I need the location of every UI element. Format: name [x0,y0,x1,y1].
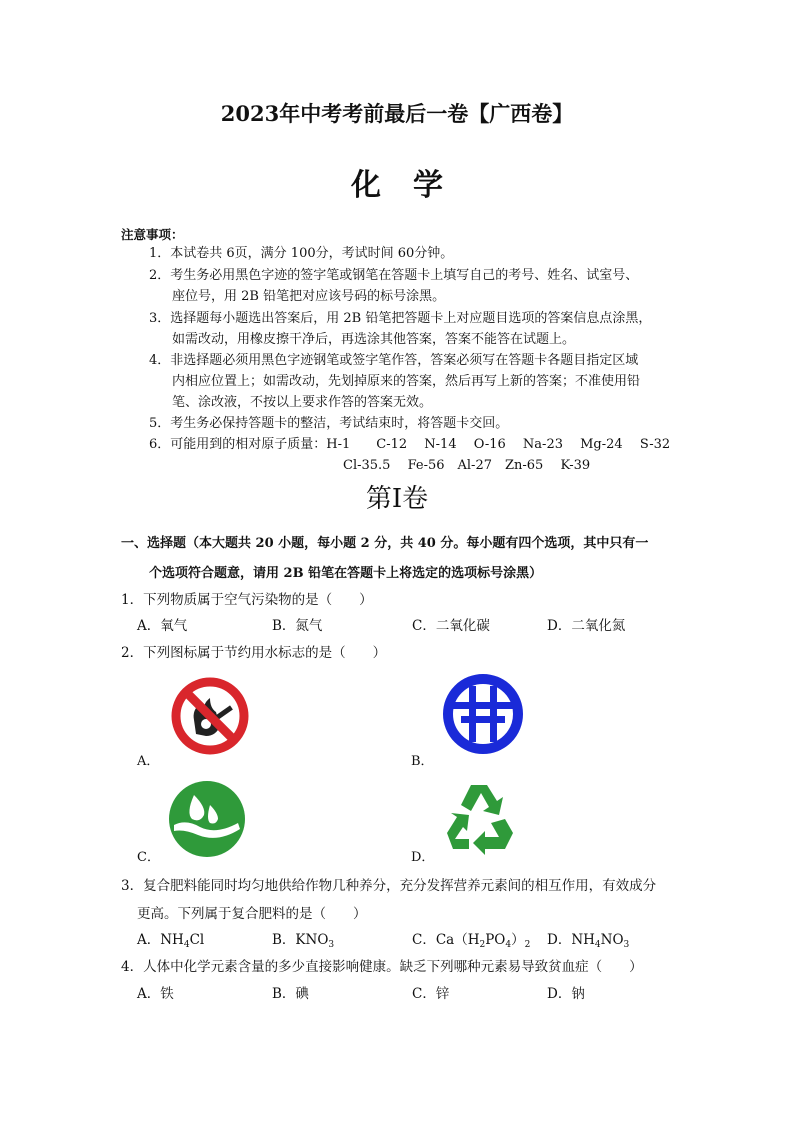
notice-item: 1．本试卷共 6页，满分 100分，考试时间 60分钟。 [149,246,454,261]
q3-option-b[interactable] [272,928,334,950]
q3-option-d[interactable] [547,928,629,950]
subscript: 2 [479,940,486,950]
recycle-icon[interactable] [441,779,517,857]
subscript: 3 [623,940,630,950]
q2-label-a: A． [137,754,160,769]
notice-item: 6．可能用到的相对原子质量：H-1 C-12 N-14 O-16 Na-23 Mg-24 S-32 [149,437,671,452]
formula-text: NO [600,932,624,948]
notice-item: 5．考生务必保持答题卡的整洁，考试结束时，将答题卡交回。 [149,416,509,431]
subscript: 4 [505,940,512,950]
q1-option-d[interactable]: D．二氧化氮 [547,618,626,634]
subscript: 2 [524,940,531,950]
question-1-stem: 1．下列物质属于空气污染物的是（ ） [121,592,373,608]
notice-item: 3．选择题每小题选出答案后，用 2B 铅笔把答题卡上对应题目选项的答案信息点涂黑， [149,311,652,326]
notice-item: 如需改动，用橡皮擦干净后，再选涂其他答案，答案不能答在试题上。 [172,332,576,347]
formula-text: ） [511,932,525,948]
notice-heading: 注意事项： [121,227,184,242]
subscript: 3 [328,940,335,950]
energy-saving-icon[interactable] [441,672,525,756]
subject-title: 化学 [351,168,475,203]
notice-item: 座位号，用 2B 铅笔把对应该号码的标号涂黑。 [172,289,446,304]
q3-option-a[interactable] [137,928,204,950]
formula-text: Cl [189,932,205,948]
exam-title: 2023年中考考前最后一卷【广西卷】 [220,101,574,126]
q4-option-c[interactable]: C．锌 [412,986,450,1002]
question-2-stem: 2．下列图标属于节约用水标志的是（ ） [121,645,387,661]
formula-text: D．NH [547,932,595,948]
q2-label-d: D． [411,850,435,865]
q1-option-b[interactable]: B．氮气 [272,618,323,634]
formula-text: B．KNO [272,932,329,948]
q1-option-a[interactable]: A．氧气 [137,618,188,634]
question-3-stem: 3．复合肥料能同时均匀地供给作物几种养分，充分发挥营养元素间的相互作用，有效成分 [121,878,657,894]
section-heading: 一、选择题（本大题共 20 小题，每小题 2 分，共 40 分。每小题有四个选项，其中只有一 [121,536,649,551]
q3-option-c[interactable] [412,928,530,950]
q2-label-b: B． [411,754,434,769]
notice-item: 内相应位置上；如需改动，先划掉原来的答案，然后再写上新的答案；不准使用铅 [172,374,641,389]
q1-option-c[interactable]: C．二氧化碳 [412,618,490,634]
notice-item: 笔、涂改液，不按以上要求作答的答案无效。 [172,395,433,410]
notice-item: 2．考生务必用黑色字迹的签字笔或钢笔在答题卡上填写自己的考号、姓名、试室号、 [149,268,639,283]
part-title: 第Ⅰ卷 [365,484,429,514]
q4-option-b[interactable]: B．碘 [272,986,309,1002]
notice-item: 4．非选择题必须用黑色字迹钢笔或签字笔作答，答案必须写在答题卡各题目指定区域 [149,353,639,368]
formula-text: C．Ca（H [412,932,480,948]
water-saving-icon[interactable] [166,779,248,859]
subscript: 4 [183,940,190,950]
notice-item: Cl-35.5 Fe-56 Al-27 Zn-65 K-39 [343,458,591,473]
q4-option-d[interactable]: D．钠 [547,986,585,1002]
section-heading-cont: 个选项符合题意，请用 2B 铅笔在答题卡上将选定的选项标号涂黑） [149,566,543,581]
subscript: 4 [594,940,601,950]
formula-text: PO [485,932,506,948]
formula-text: A．NH [137,932,184,948]
q4-option-a[interactable]: A．铁 [137,986,174,1002]
question-4-stem: 4．人体中化学元素含量的多少直接影响健康。缺乏下列哪种元素易导致贫血症（ ） [121,959,643,975]
no-fire-icon[interactable] [166,676,254,756]
q2-label-c: C． [137,850,160,865]
question-3-stem-cont: 更高。下列属于复合肥料的是（ ） [137,906,367,922]
